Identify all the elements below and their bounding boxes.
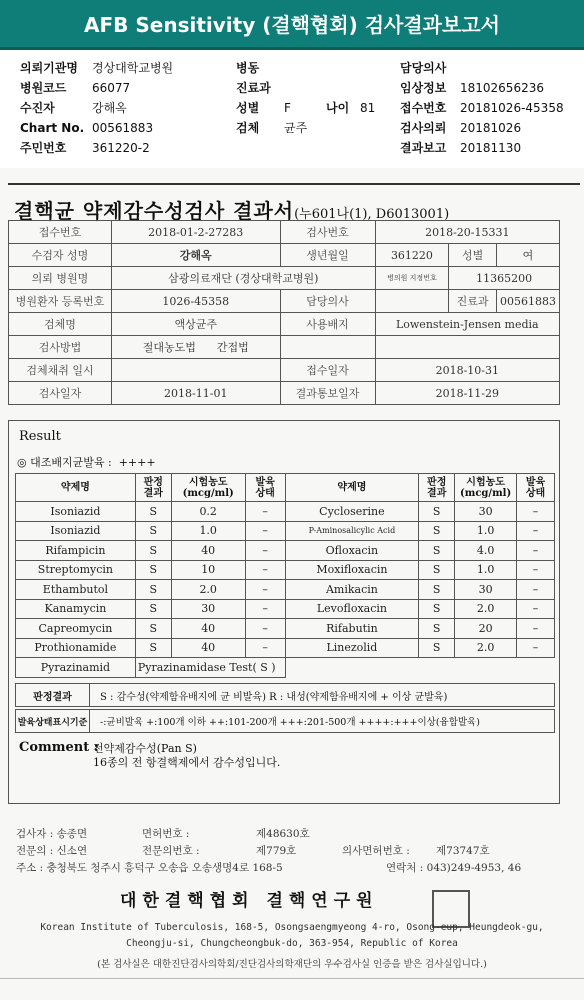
- drug-judge: S: [135, 560, 171, 580]
- info-value: F: [284, 101, 291, 115]
- drug-name: Moxifloxacin: [285, 560, 419, 580]
- drug-name: Rifabutin: [285, 619, 419, 639]
- cell-value: 강해옥: [111, 244, 280, 267]
- cell-value: 361220: [375, 244, 449, 267]
- english-address-2: Cheongju-si, Chungcheongbuk-do, 363-954, Republic of Korea: [126, 938, 458, 949]
- cell-value: 여: [496, 244, 559, 267]
- cell-value: 2018-01-2-27283: [111, 221, 280, 244]
- table-row: [16, 560, 555, 580]
- expert-no-label: 전문의번호 :: [142, 845, 200, 857]
- col-growth: 발육 상태: [517, 474, 555, 502]
- info-value: 20181130: [460, 141, 522, 155]
- table-row: [16, 599, 555, 619]
- info-label: 검체: [236, 121, 260, 135]
- drug-judge: S: [419, 541, 455, 561]
- drug-name: Amikacin: [285, 580, 419, 600]
- drug-conc: 2.0: [455, 599, 517, 619]
- drug-conc: 1.0: [171, 521, 245, 541]
- drug-name: Streptomycin: [16, 560, 136, 580]
- title-bar: [0, 0, 584, 50]
- col-conc: 시험농도 (mcg/ml): [455, 474, 517, 502]
- cell-value: 2018-11-29: [375, 382, 559, 405]
- info-label: 접수번호: [400, 101, 447, 115]
- growth-value: ++++: [118, 456, 156, 469]
- drug-judge: S: [135, 580, 171, 600]
- table-row: [16, 521, 555, 541]
- drug-name: P-Aminosalicylic Acid: [285, 521, 419, 541]
- info-label: 진료과: [236, 81, 271, 95]
- patient-info-right: [400, 58, 564, 158]
- info-label: 나이: [326, 101, 350, 115]
- drug-conc: 10: [171, 560, 245, 580]
- cell-label: 결과통보일자: [280, 382, 375, 405]
- cell-value: [375, 290, 449, 313]
- col-drug: 약제명: [285, 474, 419, 502]
- report-header-table: [8, 220, 560, 405]
- expert-no: 제779호: [256, 845, 297, 857]
- table-row: [16, 541, 555, 561]
- drug-growth: –: [245, 580, 285, 600]
- info-label: 병동: [236, 61, 260, 75]
- result-section: [8, 420, 560, 804]
- comment-line: 전약제감수성(Pan S): [93, 742, 197, 755]
- drug-growth: –: [517, 502, 555, 522]
- drug-judge: S: [135, 502, 171, 522]
- drug-conc: 40: [171, 541, 245, 561]
- drug-conc: 2.0: [171, 580, 245, 600]
- info-label: Chart No.: [20, 121, 85, 135]
- certification-note: (본 검사실은 대한진단검사의학회/진단검사의학재단의 우수검사실 인증을 받은 검사실입니다.): [97, 959, 487, 970]
- english-address-1: Korean Institute of Tuberculosis, 168-5, Osongsaengmyeong 4-ro, Osong-eup, Heungdeok-gu,: [40, 922, 544, 933]
- organization-name: 대한결핵협회 결핵연구원: [120, 891, 379, 911]
- cell-empty: [285, 658, 554, 678]
- report-title-text: 결핵균 약제감수성검사 결과서: [14, 199, 295, 223]
- patient-info-left: [20, 58, 173, 158]
- info-label: 병원코드: [20, 81, 67, 95]
- cell-label: 접수일자: [280, 359, 375, 382]
- drug-growth: –: [517, 560, 555, 580]
- drug-conc: 2.0: [455, 638, 517, 658]
- info-value: 강해옥: [92, 101, 127, 115]
- cell-value: 00561883: [496, 290, 559, 313]
- drug-growth: –: [245, 619, 285, 639]
- cell-label: 병원환자 등록번호: [9, 290, 112, 313]
- drug-table: [15, 473, 555, 678]
- cell-label: 병의원 지정번호: [375, 267, 449, 290]
- drug-name: Cycloserine: [285, 502, 419, 522]
- info-label: 주민번호: [20, 141, 67, 155]
- col-judge: 판정 결과: [419, 474, 455, 502]
- drug-growth: –: [517, 638, 555, 658]
- cell-label: 검체채취 일시: [9, 359, 112, 382]
- cell-label: 수검자 성명: [9, 244, 112, 267]
- info-value: 81: [360, 101, 376, 115]
- drug-name: Isoniazid: [16, 502, 136, 522]
- method-2: 간접법: [216, 341, 249, 354]
- drug-growth: –: [245, 502, 285, 522]
- tester-name: 송종면: [56, 828, 88, 840]
- drug-growth: –: [245, 599, 285, 619]
- info-value: 00561883: [92, 121, 154, 135]
- info-label: 의뢰기관명: [20, 61, 78, 75]
- drug-name: Isoniazid: [16, 521, 136, 541]
- drug-growth: –: [517, 541, 555, 561]
- cell-label: 검사방법: [9, 336, 112, 359]
- drug-name: Capreomycin: [16, 619, 136, 639]
- tester-label: 검사자 :: [16, 828, 54, 840]
- drug-growth: –: [517, 580, 555, 600]
- drug-conc: 30: [455, 502, 517, 522]
- drug-judge: S: [419, 560, 455, 580]
- growth-label: ◎ 대조배지균발육 :: [17, 456, 112, 469]
- drug-growth: –: [245, 638, 285, 658]
- cell-label: 검사번호: [280, 221, 375, 244]
- col-conc: 시험농도 (mcg/ml): [171, 474, 245, 502]
- info-label: 임상정보: [400, 81, 447, 95]
- control-growth: [17, 454, 156, 470]
- drug-conc: 1.0: [455, 521, 517, 541]
- legend-label: 발육상태표시기준: [16, 710, 90, 732]
- cell-label: 의뢰 병원명: [9, 267, 112, 290]
- tester-lic: 제48630호: [256, 828, 310, 840]
- footer: [16, 826, 522, 877]
- drug-conc: 30: [171, 599, 245, 619]
- drug-name: Linezolid: [285, 638, 419, 658]
- drug-judge: S: [135, 599, 171, 619]
- cell-value: 2018-10-31: [375, 359, 559, 382]
- drug-conc: 30: [455, 580, 517, 600]
- table-row: [16, 580, 555, 600]
- cell-label: 검체명: [9, 313, 112, 336]
- drug-judge: S: [135, 638, 171, 658]
- drug-conc: 40: [171, 619, 245, 639]
- divider: [8, 183, 580, 185]
- drug-name: Rifampicin: [16, 541, 136, 561]
- cell-label: 검사일자: [9, 382, 112, 405]
- expert-name: 신소연: [56, 845, 88, 857]
- expert-label: 전문의 :: [16, 845, 54, 857]
- drug-growth: –: [517, 521, 555, 541]
- legend-text: S : 감수성(약제함유배지에 균 비발육) R : 내성(약제함유배지에 + 이상 균발육): [100, 691, 448, 703]
- info-value: 경상대학교병원: [92, 61, 174, 75]
- drug-name: Levofloxacin: [285, 599, 419, 619]
- phone: 연락처 : 043)249-4953, 46: [386, 862, 522, 874]
- cell-value: 액상균주: [111, 313, 280, 336]
- table-row-pyrazinamide: [16, 658, 555, 678]
- comment-label: Comment :: [19, 740, 99, 755]
- drug-name: Prothionamide: [16, 638, 136, 658]
- info-label: 담당의사: [400, 61, 447, 75]
- table-row: [16, 619, 555, 639]
- drug-growth: –: [517, 599, 555, 619]
- legend-judgement: [15, 683, 555, 707]
- cell-label: 접수번호: [9, 221, 112, 244]
- legend-growth: [15, 709, 555, 733]
- info-value: 균주: [284, 121, 308, 135]
- drug-name: Ofloxacin: [285, 541, 419, 561]
- col-drug: 약제명: [16, 474, 136, 502]
- drug-judge: S: [135, 619, 171, 639]
- cell-empty: [280, 336, 375, 359]
- info-value: 18102656236: [460, 81, 544, 95]
- drug-judge: S: [419, 580, 455, 600]
- drug-conc: 1.0: [455, 560, 517, 580]
- drug-growth: –: [245, 521, 285, 541]
- info-label: 검사의뢰: [400, 121, 447, 135]
- page-title: AFB Sensitivity (결핵협회) 검사결과보고서: [84, 13, 500, 37]
- col-judge: 판정 결과: [135, 474, 171, 502]
- comment-line: 16종의 전 항결핵제에서 감수성입니다.: [93, 756, 281, 769]
- divider: [0, 978, 584, 979]
- cell-value: 2018-11-01: [111, 382, 280, 405]
- info-value: 361220-2: [92, 141, 150, 155]
- drug-judge: S: [419, 638, 455, 658]
- cell-value: 삼광의료재단 (경상대학교병원): [111, 267, 375, 290]
- info-label: 수진자: [20, 101, 55, 115]
- cell-label: 담당의사: [280, 290, 375, 313]
- table-row: [16, 638, 555, 658]
- info-value: 20181026-45358: [460, 101, 564, 115]
- cell-label: 성별: [449, 244, 497, 267]
- info-label: 결과보고: [400, 141, 447, 155]
- legend-label: 판정결과: [16, 684, 90, 706]
- col-growth: 발육 상태: [245, 474, 285, 502]
- cell-value: [111, 359, 280, 382]
- tester-lic-label: 면허번호 :: [142, 828, 190, 840]
- cell-value: 2018-20-15331: [375, 221, 559, 244]
- cell-value: 1026-45358: [111, 290, 280, 313]
- drug-judge: S: [419, 521, 455, 541]
- drug-name: Ethambutol: [16, 580, 136, 600]
- comment: [19, 740, 281, 769]
- doctor-lic: 제73747호: [436, 845, 490, 857]
- result-title: Result: [19, 429, 61, 444]
- cell-value: Lowenstein-Jensen media: [375, 313, 559, 336]
- cell-label: 생년월일: [280, 244, 375, 267]
- info-value: 66077: [92, 81, 131, 95]
- cell-empty: [375, 336, 559, 359]
- drug-conc: 40: [171, 638, 245, 658]
- cell-label: 사용배지: [280, 313, 375, 336]
- info-label: 성별: [236, 101, 260, 115]
- drug-growth: –: [245, 560, 285, 580]
- drug-name: Kanamycin: [16, 599, 136, 619]
- cell-label: 진료과: [449, 290, 497, 313]
- legend-text: -:균비발육 +:100개 이하 ++:101-200개 +++:201-500개 ++++:+++이상(융합발육): [100, 717, 480, 728]
- patient-info-mid: [236, 58, 375, 138]
- drug-name: Pyrazinamid: [16, 658, 136, 678]
- drug-judge: S: [419, 599, 455, 619]
- drug-growth: –: [517, 619, 555, 639]
- method-1: 절대농도법: [142, 341, 196, 354]
- drug-judge: S: [419, 502, 455, 522]
- drug-conc: 0.2: [171, 502, 245, 522]
- pyrazinamidase-test: Pyrazinamidase Test( S ): [135, 658, 285, 678]
- drug-judge: S: [135, 521, 171, 541]
- cell-value: 11365200: [449, 267, 560, 290]
- address: 주소 : 충청북도 청주시 흥덕구 오송읍 오송생명4로 168-5: [16, 862, 283, 874]
- table-row: [16, 502, 555, 522]
- report-title-code: (누601나(1), D6013001): [294, 207, 450, 222]
- cell-value: [111, 336, 280, 359]
- drug-growth: –: [245, 541, 285, 561]
- info-value: 20181026: [460, 121, 522, 135]
- drug-judge: S: [135, 541, 171, 561]
- drug-judge: S: [419, 619, 455, 639]
- drug-conc: 4.0: [455, 541, 517, 561]
- drug-conc: 20: [455, 619, 517, 639]
- doctor-lic-label: 의사면허번호 :: [342, 845, 410, 857]
